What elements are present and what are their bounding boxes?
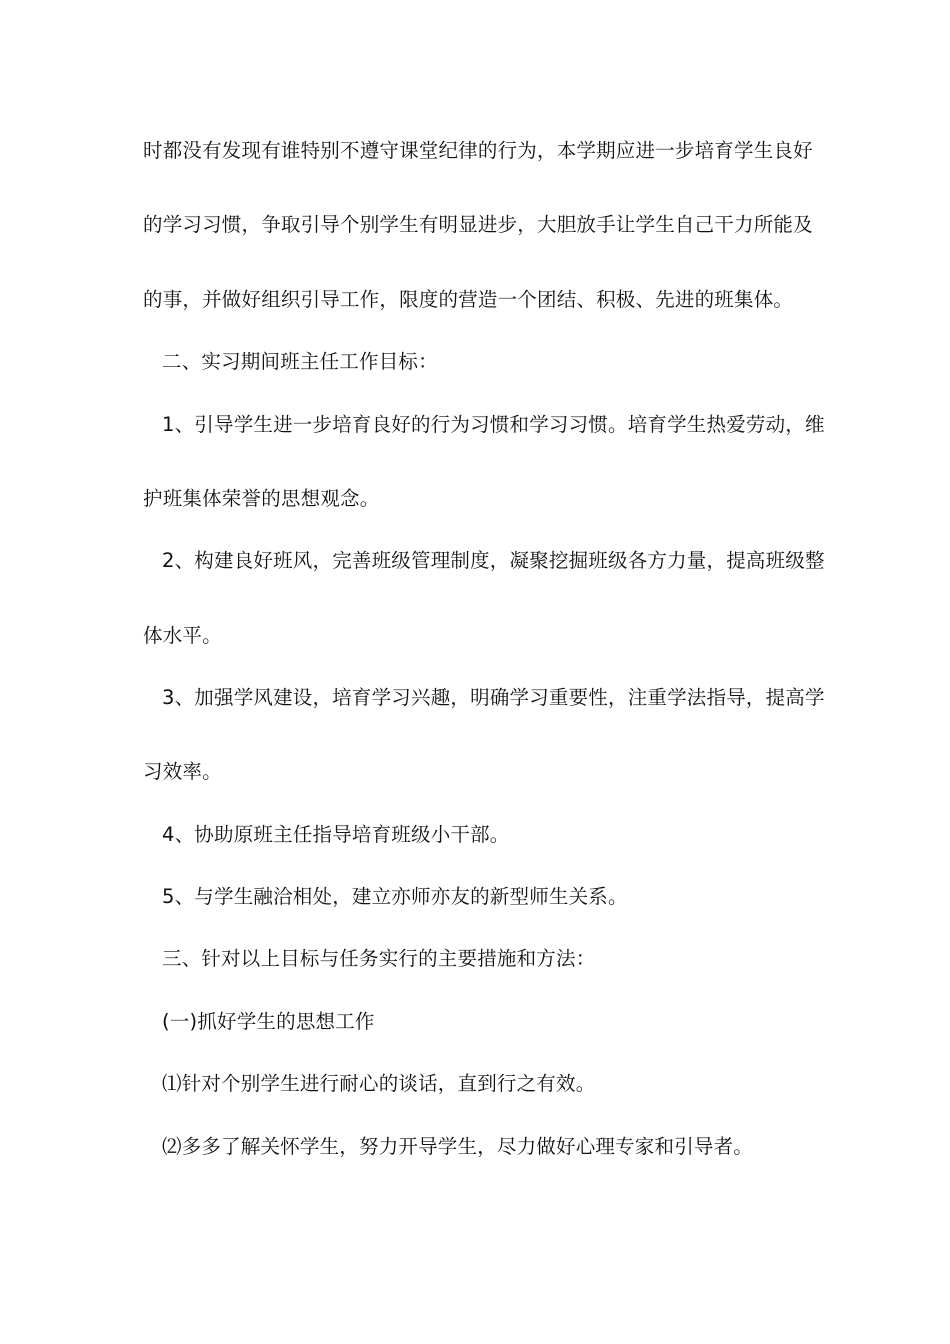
paragraph-line: 护班集体荣誉的思想观念。 <box>143 487 380 510</box>
list-item: 3、加强学风建设，培育学习兴趣，明确学习重要性，注重学法指导，提高学 <box>162 686 825 709</box>
paragraph-line: 的学习习惯，争取引导个别学生有明显进步，大胆放手让学生自己干力所能及 <box>143 213 813 236</box>
paragraph-line: 的事，并做好组织引导工作，限度的营造一个团结、积极、先进的班集体。 <box>143 288 794 311</box>
paragraph-line: 时都没有发现有谁特别不遵守课堂纪律的行为，本学期应进一步培育学生良好 <box>143 139 813 162</box>
subsection-heading: (一)抓好学生的思想工作 <box>162 1010 375 1033</box>
section-heading: 二、实习期间班主任工作目标： <box>162 350 438 373</box>
section-heading: 三、针对以上目标与任务实行的主要措施和方法： <box>162 947 596 970</box>
list-item: 5、与学生融洽相处，建立亦师亦友的新型师生关系。 <box>162 885 628 908</box>
list-item: 2、构建良好班风，完善班级管理制度，凝聚挖掘班级各方力量，提高班级整 <box>162 549 825 572</box>
list-item: ⑴针对个别学生进行耐心的谈话，直到行之有效。 <box>162 1072 596 1095</box>
paragraph-line: 体水平。 <box>143 624 222 647</box>
list-item: ⑵多多了解关怀学生，努力开导学生，尽力做好心理专家和引导者。 <box>162 1135 754 1158</box>
paragraph-line: 习效率。 <box>143 760 222 783</box>
list-item: 1、引导学生进一步培育良好的行为习惯和学习习惯。培育学生热爱劳动，维 <box>162 413 825 436</box>
list-item: 4、协助原班主任指导培育班级小干部。 <box>162 823 510 846</box>
